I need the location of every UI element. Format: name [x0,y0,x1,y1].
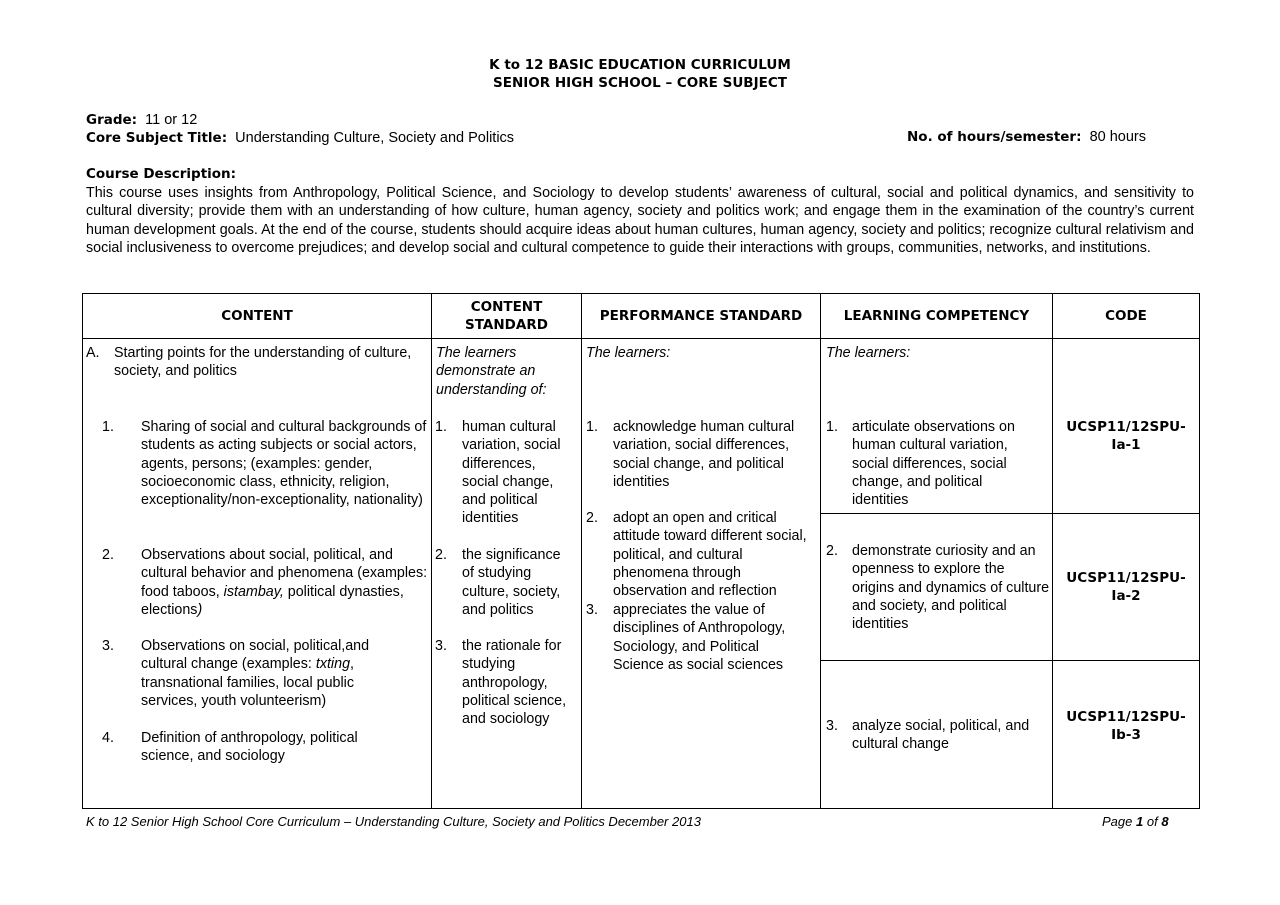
subject-label: Core Subject Title: [86,130,228,146]
code-2: UCSP11/12SPU-Ia-2 [1066,570,1186,604]
performance-2-number: 2. [586,510,598,526]
page-of: of [1146,814,1158,829]
grade-label: Grade: [86,112,138,128]
table-row [83,339,1200,514]
title-line-2: SENIOR HIGH SCHOOL – CORE SUBJECT [493,75,787,91]
content-standard-3-number: 3. [435,638,447,654]
content-item-3-number: 3. [102,638,114,654]
content-item-2-text-a: Observations about social, political, and cultural behavior and phenomena (examples: food taboos, [141,547,428,600]
performance-1-text: acknowledge human cultural variation, social differences, social change, and political identities [613,419,795,490]
subject-line [86,129,514,147]
content-standard-2-text: the significance of studying culture, society, and politics [462,547,561,618]
competency-cell-3 [821,661,1053,809]
competency-3-text: analyze social, political, and cultural change [852,718,1030,753]
content-item-2-number: 2. [102,547,114,563]
content-item-4-text: Definition of anthropology, political science, and sociology [141,730,358,765]
code-3: UCSP11/12SPU-Ib-3 [1066,709,1186,743]
content-item-3-italic: txting [315,656,351,673]
content-standard-3-text: the rationale for studying anthropology, political science, and sociology [462,638,567,728]
title-line-1: K to 12 BASIC EDUCATION CURRICULUM [489,57,791,73]
page-number [1102,814,1169,829]
performance-intro: The learners: [586,345,671,361]
header-content: CONTENT [83,294,432,339]
header-performance-standard: PERFORMANCE STANDARD [582,294,821,339]
content-standard-2-number: 2. [435,547,447,563]
content-standard-intro: The learners demonstrate an understanding of: [436,345,547,398]
content-item-1-number: 1. [102,419,114,435]
curriculum-table [82,293,1200,809]
competency-2-text: demonstrate curiosity and an openness to explore the origins and dynamics of culture and society, and political identities [852,543,1050,633]
competency-cell-1 [821,339,1053,514]
competency-1-text: articulate observations on human cultural variation, social differences, social change, and political identities [852,419,1015,509]
header-content-standard: CONTENT STANDARD [432,294,582,339]
page-total: 8 [1161,814,1169,829]
header-learning-competency: LEARNING COMPETENCY [821,294,1053,339]
performance-2-text: adopt an open and critical attitude toward different social, political, and cultural phenomena through observation and reflection [613,510,807,600]
competency-2-number: 2. [826,543,838,559]
content-cell [83,339,432,809]
grade-value: 11 or 12 [145,112,198,128]
content-item-2-text-c: ) [197,601,203,618]
performance-3-number: 3. [586,602,598,618]
code-cell-1 [1053,339,1200,514]
code-cell-3 [1053,661,1200,809]
content-item-3-text-b: , transnational families, local public services, youth volunteerism) [141,656,354,709]
subject-value: Understanding Culture, Society and Politics [235,130,515,146]
table-header-row [83,294,1200,339]
performance-3-text: appreciates the value of disciplines of Anthropology, Sociology, and Political Science as social sciences [613,602,786,673]
content-item-2-text-b: political dynasties, elections [141,583,404,618]
code-1: UCSP11/12SPU-Ia-1 [1066,419,1186,453]
course-description-heading: Course Description: [86,166,237,182]
content-standard-1-number: 1. [435,419,447,435]
content-item-3-text-a: Observations on social, political,and cultural change (examples: [141,638,370,673]
content-standard-cell [432,339,582,809]
content-item-2-italic: istambay, [223,583,284,600]
performance-1-number: 1. [586,419,598,435]
competency-1-number: 1. [826,419,838,435]
hours-value: 80 hours [1089,129,1146,145]
grade-line [86,111,197,129]
hours-label: No. of hours/semester: [907,129,1082,145]
hours-line [907,129,1146,145]
content-standard-1-text: human cultural variation, social differences, social change, and political identities [462,419,561,527]
code-cell-2 [1053,514,1200,661]
competency-cell-2 [821,514,1053,661]
content-item-3-text [141,637,403,710]
page-current: 1 [1136,814,1144,829]
performance-standard-cell [582,339,821,809]
section-title: Starting points for the understanding of culture, society, and politics [114,345,412,380]
section-letter: A. [86,345,100,361]
footer-text: K to 12 Senior High School Core Curriculum – Understanding Culture, Society and Politics December 2013 [86,814,701,829]
header-code: CODE [1053,294,1200,339]
document-title [0,56,1280,92]
competency-3-number: 3. [826,718,838,734]
page-word: Page [1102,814,1133,829]
content-item-4-number: 4. [102,730,114,746]
content-item-2-text [141,546,431,619]
course-description-text: This course uses insights from Anthropology, Political Science, and Sociology to develop students’ awareness of cultural, social and political dynamics, and sensitivity to cultural diversity; provide them with an understanding of how culture, human agency, society and politics work; and engage them in the examination of the country’s current human development goals. At the end of the course, students should acquire ideas about human cultures, human agency, society and politics; recognize cultural relativism and social inclusiveness to overcome prejudices; and develop social and cultural competence to guide their interactions with groups, communities, networks, and institutions. [86,185,1194,256]
competency-intro: The learners: [826,345,911,361]
content-item-1-text: Sharing of social and cultural backgrounds of students as acting subjects or social actors, agents, persons; (examples: gender, socioeconomic class, ethnicity, religion, exceptionality/non-exceptionality, nationality) [141,419,427,509]
